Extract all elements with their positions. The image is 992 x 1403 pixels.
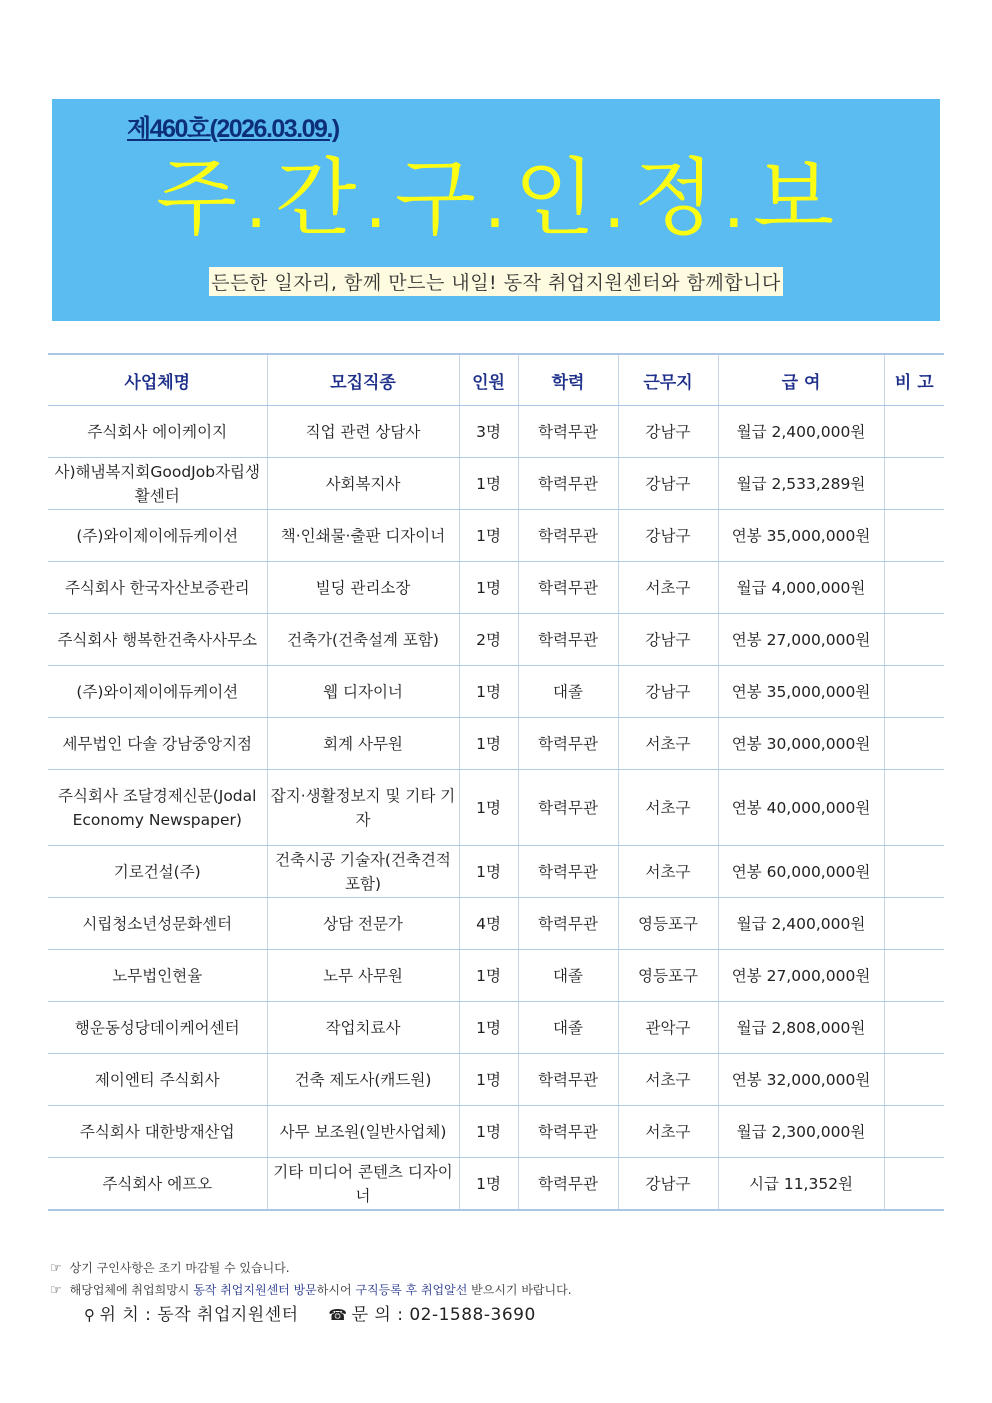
cell-salary: 월급 2,533,289원 xyxy=(718,458,884,510)
slogan-text: 든든한 일자리, 함께 만드는 내일! 동작 취업지원센터와 함께합니다 xyxy=(209,267,783,296)
cell-job: 건축시공 기술자(건축견적 포함) xyxy=(267,846,459,898)
location-pin-icon: ⚲ xyxy=(84,1306,96,1324)
cell-job: 작업치료사 xyxy=(267,1002,459,1054)
cell-location: 서초구 xyxy=(618,1106,718,1158)
title-char: 구 xyxy=(394,149,478,247)
title-separator: . xyxy=(722,162,747,244)
column-header-education: 학력 xyxy=(518,354,618,406)
cell-location: 강남구 xyxy=(618,510,718,562)
cell-location: 강남구 xyxy=(618,666,718,718)
cell-headcount: 1명 xyxy=(459,846,518,898)
cell-location: 영등포구 xyxy=(618,898,718,950)
cell-remarks xyxy=(884,1054,944,1106)
cell-education: 학력무관 xyxy=(518,846,618,898)
cell-education: 학력무관 xyxy=(518,718,618,770)
table-row xyxy=(48,1106,944,1158)
column-header-job: 모집직종 xyxy=(267,354,459,406)
cell-headcount: 1명 xyxy=(459,1054,518,1106)
column-header-headcount: 인원 xyxy=(459,354,518,406)
cell-education: 대졸 xyxy=(518,950,618,1002)
cell-location: 강남구 xyxy=(618,458,718,510)
cell-location: 강남구 xyxy=(618,1158,718,1211)
cell-company: 주식회사 에이케이지 xyxy=(48,406,267,458)
table-row xyxy=(48,898,944,950)
table-header-row xyxy=(48,354,944,406)
cell-job: 빌딩 관리소장 xyxy=(267,562,459,614)
cell-job: 책·인쇄물·출판 디자이너 xyxy=(267,510,459,562)
cell-job: 사무 보조원(일반사업체) xyxy=(267,1106,459,1158)
cell-headcount: 1명 xyxy=(459,950,518,1002)
column-header-company: 사업체명 xyxy=(48,354,267,406)
cell-job: 노무 사무원 xyxy=(267,950,459,1002)
notice-text: 상기 구인사항은 조기 마감될 수 있습니다. xyxy=(69,1261,290,1275)
title-char: 인 xyxy=(514,149,598,247)
title-char: 간 xyxy=(275,149,359,247)
cell-headcount: 1명 xyxy=(459,666,518,718)
cell-education: 학력무관 xyxy=(518,458,618,510)
title-separator: . xyxy=(364,162,389,244)
cell-remarks xyxy=(884,1158,944,1211)
cell-remarks xyxy=(884,1002,944,1054)
cell-education: 학력무관 xyxy=(518,614,618,666)
cell-salary: 연봉 35,000,000원 xyxy=(718,666,884,718)
cell-salary: 월급 2,400,000원 xyxy=(718,406,884,458)
cell-education: 대졸 xyxy=(518,1002,618,1054)
cell-salary: 연봉 60,000,000원 xyxy=(718,846,884,898)
cell-headcount: 2명 xyxy=(459,614,518,666)
cell-education: 학력무관 xyxy=(518,770,618,846)
cell-company: 사)해냄복지회GoodJob자립생활센터 xyxy=(48,458,267,510)
cell-job: 웹 디자이너 xyxy=(267,666,459,718)
cell-remarks xyxy=(884,898,944,950)
cell-location: 서초구 xyxy=(618,718,718,770)
cell-location: 관악구 xyxy=(618,1002,718,1054)
issue-number: 제460호(2026.03.09.) xyxy=(127,115,339,143)
cell-headcount: 1명 xyxy=(459,510,518,562)
location-text: 위 치 : 동작 취업지원센터 xyxy=(99,1305,299,1325)
cell-headcount: 3명 xyxy=(459,406,518,458)
cell-headcount: 4명 xyxy=(459,898,518,950)
cell-salary: 연봉 30,000,000원 xyxy=(718,718,884,770)
table-row xyxy=(48,1054,944,1106)
cell-remarks xyxy=(884,562,944,614)
cell-remarks xyxy=(884,1106,944,1158)
cell-company: 주식회사 에프오 xyxy=(48,1158,267,1211)
telephone-icon: ☎ xyxy=(328,1306,348,1324)
cell-location: 서초구 xyxy=(618,562,718,614)
cell-salary: 월급 2,300,000원 xyxy=(718,1106,884,1158)
title-char: 주 xyxy=(155,149,240,247)
cell-company: 주식회사 대한방재산업 xyxy=(48,1106,267,1158)
cell-salary: 연봉 40,000,000원 xyxy=(718,770,884,846)
table-row xyxy=(48,770,944,846)
cell-salary: 월급 2,808,000원 xyxy=(718,1002,884,1054)
cell-headcount: 1명 xyxy=(459,718,518,770)
cell-salary: 시급 11,352원 xyxy=(718,1158,884,1211)
cell-education: 학력무관 xyxy=(518,406,618,458)
cell-headcount: 1명 xyxy=(459,562,518,614)
cell-job: 직업 관련 상담사 xyxy=(267,406,459,458)
cell-education: 학력무관 xyxy=(518,1054,618,1106)
cell-location: 서초구 xyxy=(618,1054,718,1106)
cell-remarks xyxy=(884,846,944,898)
cell-remarks xyxy=(884,718,944,770)
title-char: 정 xyxy=(633,149,717,247)
cell-company: 주식회사 조달경제신문(Jodal Economy Newspaper) xyxy=(48,770,267,846)
cell-job: 상담 전문가 xyxy=(267,898,459,950)
slogan xyxy=(52,267,940,296)
table-row xyxy=(48,1002,944,1054)
title-separator: . xyxy=(483,162,509,244)
cell-salary: 연봉 27,000,000원 xyxy=(718,950,884,1002)
notice-section xyxy=(50,1257,572,1301)
cell-education: 학력무관 xyxy=(518,1158,618,1211)
cell-job: 기타 미디어 콘텐츠 디자이너 xyxy=(267,1158,459,1211)
column-header-salary: 급 여 xyxy=(718,354,884,406)
header-banner xyxy=(52,99,940,321)
cell-job: 사회복지사 xyxy=(267,458,459,510)
cell-job: 건축가(건축설계 포함) xyxy=(267,614,459,666)
notice-text: 해당업체에 취업희망시 xyxy=(69,1283,194,1297)
cell-education: 대졸 xyxy=(518,666,618,718)
cell-remarks xyxy=(884,458,944,510)
cell-company: 시립청소년성문화센터 xyxy=(48,898,267,950)
pointing-hand-icon: ☞ xyxy=(50,1261,62,1276)
cell-location: 강남구 xyxy=(618,614,718,666)
table-row xyxy=(48,562,944,614)
table-row xyxy=(48,666,944,718)
cell-salary: 월급 4,000,000원 xyxy=(718,562,884,614)
table-row xyxy=(48,458,944,510)
cell-salary: 연봉 35,000,000원 xyxy=(718,510,884,562)
phone-text: 문 의 : 02-1588-3690 xyxy=(351,1305,536,1325)
notice-text: 하시어 xyxy=(316,1283,356,1297)
notice-line xyxy=(50,1279,572,1301)
cell-remarks xyxy=(884,510,944,562)
cell-education: 학력무관 xyxy=(518,898,618,950)
cell-education: 학력무관 xyxy=(518,510,618,562)
cell-company: 제이엔티 주식회사 xyxy=(48,1054,267,1106)
cell-remarks xyxy=(884,770,944,846)
cell-remarks xyxy=(884,666,944,718)
cell-location: 서초구 xyxy=(618,846,718,898)
cell-company: 행운동성당데이케어센터 xyxy=(48,1002,267,1054)
table-row xyxy=(48,846,944,898)
cell-company: 주식회사 행복한건축사사무소 xyxy=(48,614,267,666)
job-listing-table xyxy=(48,353,944,1211)
column-header-location: 근무지 xyxy=(618,354,718,406)
table-row xyxy=(48,718,944,770)
table-row xyxy=(48,1158,944,1211)
table-row xyxy=(48,406,944,458)
cell-salary: 월급 2,400,000원 xyxy=(718,898,884,950)
cell-headcount: 1명 xyxy=(459,458,518,510)
notice-text: 받으시기 바랍니다. xyxy=(467,1283,572,1297)
cell-company: (주)와이제이에듀케이션 xyxy=(48,666,267,718)
cell-remarks xyxy=(884,950,944,1002)
title-separator: . xyxy=(245,162,270,244)
cell-headcount: 1명 xyxy=(459,1106,518,1158)
cell-salary: 연봉 32,000,000원 xyxy=(718,1054,884,1106)
cell-remarks xyxy=(884,614,944,666)
notice-highlight: 구직등록 후 취업알선 xyxy=(355,1283,468,1297)
page-title xyxy=(52,143,940,258)
cell-company: 주식회사 한국자산보증관리 xyxy=(48,562,267,614)
table-row xyxy=(48,950,944,1002)
notice-line xyxy=(50,1257,572,1279)
table-row xyxy=(48,614,944,666)
cell-location: 영등포구 xyxy=(618,950,718,1002)
contact-info xyxy=(84,1300,536,1325)
cell-company: (주)와이제이에듀케이션 xyxy=(48,510,267,562)
cell-job: 건축 제도사(캐드원) xyxy=(267,1054,459,1106)
cell-headcount: 1명 xyxy=(459,1002,518,1054)
cell-location: 서초구 xyxy=(618,770,718,846)
title-separator: . xyxy=(603,162,628,244)
cell-education: 학력무관 xyxy=(518,562,618,614)
title-char: 보 xyxy=(752,149,837,247)
column-header-remarks: 비 고 xyxy=(884,354,944,406)
cell-remarks xyxy=(884,406,944,458)
cell-job: 잡지·생활정보지 및 기타 기자 xyxy=(267,770,459,846)
cell-headcount: 1명 xyxy=(459,1158,518,1211)
cell-company: 노무법인현율 xyxy=(48,950,267,1002)
cell-salary: 연봉 27,000,000원 xyxy=(718,614,884,666)
notice-highlight: 동작 취업지원센터 방문 xyxy=(193,1283,317,1297)
cell-headcount: 1명 xyxy=(459,770,518,846)
cell-job: 회계 사무원 xyxy=(267,718,459,770)
cell-education: 학력무관 xyxy=(518,1106,618,1158)
cell-company: 세무법인 다솔 강남중앙지점 xyxy=(48,718,267,770)
table-row xyxy=(48,510,944,562)
cell-company: 기로건설(주) xyxy=(48,846,267,898)
cell-location: 강남구 xyxy=(618,406,718,458)
pointing-hand-icon: ☞ xyxy=(50,1283,62,1298)
